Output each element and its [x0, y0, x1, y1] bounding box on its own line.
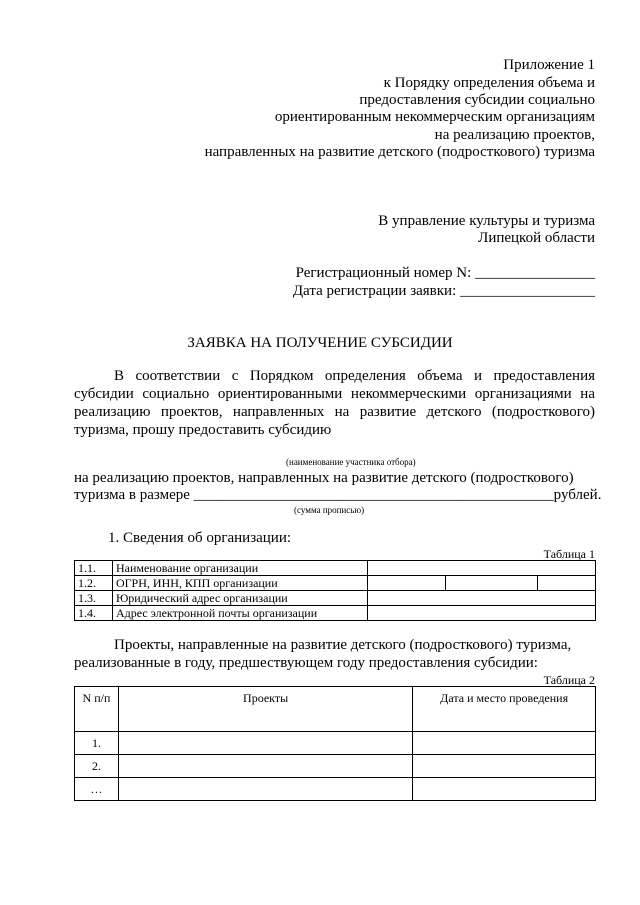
- section-1-heading: 1. Сведения об организации:: [108, 530, 292, 546]
- appendix-line-2: к Порядку определения объема и: [383, 75, 595, 91]
- table-row: [75, 778, 596, 801]
- inn-cell[interactable]: [446, 576, 538, 591]
- hint-amount-in-words: (сумма прописью): [294, 505, 365, 515]
- purpose-line: на реализацию проектов, направленных на развитие детского (подросткового): [74, 470, 574, 486]
- table-row: [75, 591, 596, 606]
- table-header-row: [75, 687, 596, 732]
- request-paragraph: В соответствии с Порядком определения объема и предоставления субсидии социально ориентированными некоммерческими организациями на реализацию проектов, направленных на развитие детского (подросткового) туризма, прошу предоставить субсидию: [74, 368, 595, 438]
- project-cell[interactable]: [118, 732, 412, 755]
- row-number: …: [75, 778, 119, 801]
- value-cell[interactable]: [367, 606, 596, 621]
- appendix-line-3: предоставления субсидии социально: [359, 92, 595, 108]
- row-label: ОГРН, ИНН, КПП организации: [112, 576, 367, 591]
- table-row: [75, 606, 596, 621]
- appendix-line-6: направленных на развитие детского (подросткового) туризма: [204, 144, 595, 160]
- hint-participant-name: (наименование участника отбора): [286, 457, 416, 467]
- table-row: [75, 576, 596, 591]
- row-number: 1.4.: [75, 606, 113, 621]
- registration-date: Дата регистрации заявки: __________________: [292, 283, 595, 299]
- row-number: 1.3.: [75, 591, 113, 606]
- table-1-label: Таблица 1: [543, 547, 595, 561]
- header-date-place: Дата и место проведения: [413, 687, 596, 732]
- date-place-cell[interactable]: [413, 732, 596, 755]
- page-title: ЗАЯВКА НА ПОЛУЧЕНИЕ СУБСИДИИ: [187, 335, 453, 351]
- table-row: [75, 732, 596, 755]
- appendix-line-4: ориентированным некоммерческим организациям: [274, 109, 595, 125]
- row-label: Юридический адрес организации: [112, 591, 367, 606]
- row-number: 1.: [75, 732, 119, 755]
- organization-info-table: [74, 560, 596, 621]
- table-row: [75, 755, 596, 778]
- table-2-label: Таблица 2: [543, 673, 595, 687]
- appendix-line-1: Приложение 1: [503, 57, 595, 73]
- kpp-cell[interactable]: [538, 576, 596, 591]
- row-label: Адрес электронной почты организации: [112, 606, 367, 621]
- project-cell[interactable]: [118, 755, 412, 778]
- row-number: 1.2.: [75, 576, 113, 591]
- header-number: N п/п: [75, 687, 119, 732]
- addressee-line-2: Липецкой области: [478, 230, 595, 246]
- ogrn-cell[interactable]: [367, 576, 446, 591]
- projects-paragraph-line-2: реализованные в году, предшествующем году предоставления субсидии:: [74, 655, 538, 671]
- date-place-cell[interactable]: [413, 778, 596, 801]
- row-number: 1.1.: [75, 561, 113, 576]
- row-number: 2.: [75, 755, 119, 778]
- projects-table: [74, 686, 596, 801]
- appendix-line-5: на реализацию проектов,: [434, 127, 595, 143]
- date-place-cell[interactable]: [413, 755, 596, 778]
- header-projects: Проекты: [118, 687, 412, 732]
- project-cell[interactable]: [118, 778, 412, 801]
- value-cell[interactable]: [367, 591, 596, 606]
- amount-line: туризма в размере ________________________________________________рублей.: [74, 487, 602, 503]
- registration-number: Регистрационный номер N: ________________: [295, 265, 595, 281]
- table-row: [75, 561, 596, 576]
- addressee-line-1: В управление культуры и туризма: [378, 213, 595, 229]
- projects-paragraph-line-1: Проекты, направленные на развитие детского (подросткового) туризма,: [114, 637, 572, 653]
- value-cell[interactable]: [367, 561, 596, 576]
- row-label: Наименование организации: [112, 561, 367, 576]
